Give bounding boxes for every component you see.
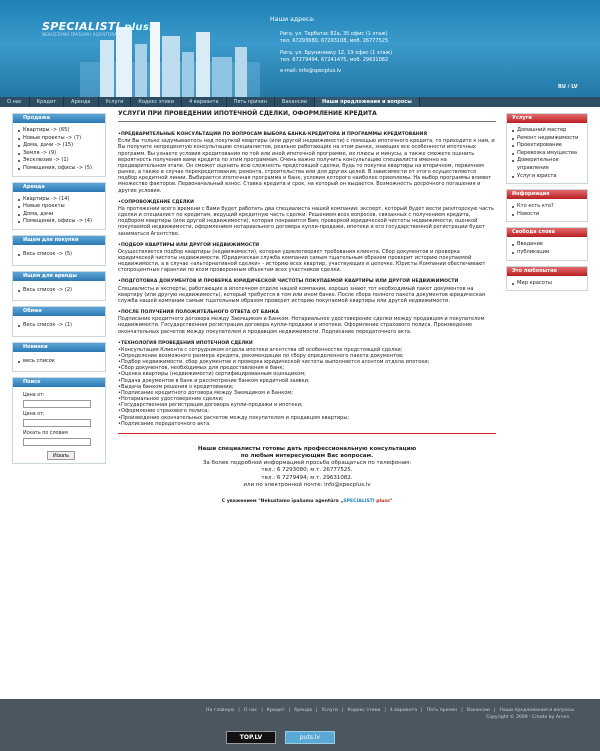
left-sidebar xyxy=(12,113,106,469)
info-box xyxy=(506,189,588,222)
rent-box xyxy=(12,182,106,230)
step-item: • Нотариальное удостоверение сделки; xyxy=(118,396,496,402)
section xyxy=(118,243,496,274)
step-item: • Государственная регистрация договора купли-продажи и ипотеки; xyxy=(118,402,496,408)
swap-item[interactable]: Весь список -> (1) xyxy=(23,322,101,330)
step-item: • Сбор документов, необходимых для предоставления в банк; xyxy=(118,365,496,371)
keyword-label: Искать по словам xyxy=(23,431,68,437)
step-item: • Подписание передаточного акта. xyxy=(118,421,496,427)
rent-item[interactable]: Помещения, офисы -> (4) xyxy=(23,218,101,226)
copyright: Copyright © 2009 · Create by Arven xyxy=(486,715,570,720)
price-from-label: Цена от: xyxy=(23,393,45,399)
right-sidebar xyxy=(506,113,588,296)
swap-title: Обмен xyxy=(13,307,105,316)
section-heading: • ПОДГОТОВКА ДОКУМЕНТОВ И ПРОВЕРКА ЮРИДИЧЕСКОЙ ЧИСТОТЫ ПОКУПАЕМОЙ КВАРТИРЫ ИЛИ ДРУГОЙ НЕДВИЖИМОСТИ xyxy=(118,279,496,285)
section xyxy=(118,132,496,194)
price-from-input[interactable] xyxy=(23,400,91,408)
sale-item[interactable]: Помещения, офисы -> (5) xyxy=(23,165,101,173)
contact-block xyxy=(118,446,496,489)
header xyxy=(0,0,600,97)
buy-item[interactable]: Весь список -> (5) xyxy=(23,251,101,259)
price-to-input[interactable] xyxy=(23,419,91,427)
sale-item[interactable]: Квартиры -> (65) xyxy=(23,127,101,135)
sale-item[interactable]: Земля -> (9) xyxy=(23,150,101,158)
section-text: Осуществляется подбор квартиры (недвижимости), которая удовлетворяет требования клиента. Сбор документов и проверка юридической чистоты недвижимости. Юридическая служба компании самым тщательным образом проверит историю покупаемой недвижимости, а в случае «альтернативной сделки» - историю всех квартир, участвующих в цепочке. Юристы Компании обеспечивают стопроцентные гарантии по всем проверенным объектам всех участников сделки. xyxy=(118,248,486,274)
step-item: • Оформление страхового полиса; xyxy=(118,408,496,414)
free-speech-item[interactable]: публикации xyxy=(517,249,583,257)
section-text: Если Вы только задумываетесь над покупкой квартиры (или другой недвижимости) с помощью ипотечного кредита, то приходите к нам, и Вы получите непредвзятую консультацию специалистов, реально работающих на этом рынке, знающих все особенности ипотечных программ. Вы узнаете условия кредитования по той или иной ипотечной программе, их плюсы и минусы, а также сможете оценить вероятность получения вами кредита по этим программам. Очень важно получить консультацию специалиста именно на предварительном этапе. Он сможет оценить всю сложность предстоящей сделки, будь то покупка квартиры на вторичном, первичном рынке, а также в случае перекредитования, ремонта, строительства или для других целей. В зависимости от этого осуществляется подбор кредитной линии. Выбирается ипотечная программа и банк, условия которого наиболее приемлемы. На выбор программы влияют множество факторов. Первоначальный взнос. Ставка кредита и срок, на который он выдается. Возможность досрочного погашения и другие условия. xyxy=(118,138,495,194)
service-item[interactable]: Проектирование xyxy=(517,142,583,150)
footer xyxy=(0,699,600,751)
red-divider xyxy=(118,433,496,434)
sale-item[interactable]: Дома, дачи -> (15) xyxy=(23,142,101,150)
rentseek-title: Ищем для аренды xyxy=(13,272,105,281)
top-nav xyxy=(0,97,600,107)
sale-item[interactable]: Эксклюзив -> (1) xyxy=(23,157,101,165)
footer-link[interactable]: Кодекс этики xyxy=(347,708,381,713)
section-heading: • СОПРОВОЖДЕНИЕ СДЕЛКИ xyxy=(118,200,496,206)
footer-link[interactable]: На главную xyxy=(206,708,235,713)
step-item: • Подписание кредитного договора между Заемщиком и Банком; xyxy=(118,390,496,396)
footer-nav: На главную | О нас | Кредит | Аренда | Услуги | Кодекс этики | 4 варианта | Пять причин | Вакансии | Наши предложения и вопросы xyxy=(202,708,578,713)
language-switch[interactable]: RU / LV xyxy=(558,84,578,90)
curious-title: Это любопытно xyxy=(507,267,587,276)
footer-link[interactable]: 4 варианта xyxy=(389,708,418,713)
sale-title: Продажа xyxy=(13,114,105,123)
nav-item-credit[interactable]: Кредит xyxy=(30,97,64,107)
section-heading: • ТЕХНОЛОГИЯ ПРОВЕДЕНИЯ ИПОТЕЧНОЙ СДЕЛКИ xyxy=(118,341,496,347)
search-title: Поиск xyxy=(13,378,105,387)
cta-line: За более подробной информацией просьба обращаться по телефонам: xyxy=(202,460,412,467)
buy-title: Ищем для покупки xyxy=(13,236,105,245)
free-speech-item[interactable]: Введение xyxy=(517,241,583,249)
section-heading: • ПОДБОР КВАРТИРЫ ИЛИ ДРУГОЙ НЕДВИЖИМОСТИ xyxy=(118,243,496,249)
info-item[interactable]: Новости xyxy=(517,211,583,219)
cta-phone: тел.: 6 7293080; м.т. 26777525. xyxy=(261,467,353,474)
sale-item[interactable]: Новые проекты -> (7) xyxy=(23,135,101,143)
service-item[interactable]: Домашний мастер xyxy=(517,127,583,135)
news-title: Новинки xyxy=(13,343,105,352)
putslv-badge[interactable]: puts.lv xyxy=(285,731,335,744)
service-item[interactable]: Услуги юриста xyxy=(517,173,583,181)
step-item: • Подача документов в банк и рассмотрение банком кредитной заявки; xyxy=(118,378,496,384)
page-title: УСЛУГИ ПРИ ПРОВЕДЕНИИ ИПОТЕЧНОЙ СДЕЛКИ, ОФОРМЛЕНИЕ КРЕДИТА xyxy=(118,111,496,122)
nav-item-vacancies[interactable]: Вакансии xyxy=(275,97,315,107)
addresses-title: Наши адреса: xyxy=(270,16,316,23)
footer-link[interactable]: Аренда xyxy=(294,708,313,713)
search-box xyxy=(12,377,106,464)
news-item[interactable]: весь список xyxy=(23,358,101,366)
section xyxy=(118,310,496,335)
address-line: Рига, ул. Тербатас 82а, 35 офис (1 этаж) xyxy=(280,31,388,38)
rentseek-box xyxy=(12,271,106,302)
footer-link[interactable]: Пять причин xyxy=(426,708,458,713)
step-item: • Консультация Клиента с сотрудником отдела ипотеки агентства об особенностях предстоящей сделки; xyxy=(118,347,496,353)
cta-phone: тел.: 6 7279494; м.т. 29631082. xyxy=(261,474,353,481)
free-speech-box xyxy=(506,227,588,260)
address-phone: тел. 67293080, 67293108, моб. 26777525 xyxy=(280,38,389,45)
rent-item[interactable]: Квартиры -> (14) xyxy=(23,196,101,204)
regards: С уважением "Nekustamo īpašumu aģentūra „SPECIALISTI pluss" xyxy=(221,499,393,505)
cta-line: Наши специалисты готовы дать профессиональную консультацию xyxy=(197,445,417,452)
footer-link[interactable]: Услуги xyxy=(321,708,338,713)
section xyxy=(118,279,496,304)
cta-line: по любым интересующим Вас вопросам. xyxy=(240,453,374,460)
service-item[interactable]: Доверительное управление xyxy=(517,157,583,172)
search-button[interactable]: Искать xyxy=(47,451,75,460)
sale-box xyxy=(12,113,106,177)
nav-item-rent[interactable]: Аренда xyxy=(64,97,98,107)
services-box xyxy=(506,113,588,184)
footer-link[interactable]: О нас xyxy=(243,708,258,713)
section-heading: • ПОСЛЕ ПОЛУЧЕНИЯ ПОЛОЖИТЕЛЬНОГО ОТВЕТА ОТ БАНКА xyxy=(118,310,496,316)
section-heading: • ПРЕДВАРИТЕЛЬНЫЕ КОНСУЛЬТАЦИИ ПО ВОПРОСАМ ВЫБОРА БАНКА-КРЕДИТОРА И ПРОГРАММЫ КРЕДИТОВАНИЯ xyxy=(118,132,496,138)
nav-item-about[interactable]: О нас xyxy=(0,97,30,107)
news-box xyxy=(12,342,106,373)
rent-title: Аренда xyxy=(13,183,105,192)
step-item: • Определение возможного размера кредита, рекомендации по сбору определенного пакета документов; xyxy=(118,353,496,359)
rent-item[interactable]: Новые проекты xyxy=(23,203,101,211)
step-item: • Подбор недвижимости, сбор документов и проверка юридической чистоты выполняется агентом отдела ипотеки; xyxy=(118,359,496,365)
services-title: Услуги xyxy=(507,114,587,123)
address-line: Рига, ул. Бруниниеку 12, 19 офис (1 этаж) xyxy=(280,49,393,56)
nav-item-ethics[interactable]: Кодекс этики xyxy=(131,97,182,107)
rentseek-item[interactable]: Весь список -> (2) xyxy=(23,287,101,295)
curious-item[interactable]: Мир красоты xyxy=(517,280,583,288)
toplv-badge[interactable]: TOP.LV xyxy=(226,731,276,744)
section xyxy=(118,200,496,237)
buy-box xyxy=(12,235,106,266)
address-phone: тел. 67279494, 67241475, моб. 29631082 xyxy=(280,56,389,63)
addresses xyxy=(270,16,470,75)
rent-item[interactable]: Дома, дачи xyxy=(23,211,101,219)
section-text: На протяжении всего времени с Вами будет работать два специалиста нашей компании: эксперт, который будет вести риэлторскую часть сделки и специалист по кредитам, ведущий кредитную часть сделки. Решением всех вопросов, связанных с получением кредита, подбором квартиры (или другой недвижимости), которая понравится Вам, проверкой юридической чистоты недвижимости, оценкой покупаемой недвижимости, оформлением нотариального договора купли-продажи, ипотеки и его государственной регистрации будет заниматься Агентство. xyxy=(118,205,494,237)
service-item[interactable]: Ремонт недвижимости xyxy=(517,135,583,143)
footer-link[interactable]: Наши предложения и вопросы xyxy=(499,708,575,713)
keyword-input[interactable] xyxy=(23,438,91,446)
page-body xyxy=(0,107,600,699)
section-text: Специалисты и эксперты, работающие в ипотечном отделе нашей компании, хорошо знают тот необходимый пакет документов на квартиру (или другую недвижимость), который требуется в том или ином банке. После сбора полного пакета документов юридическая служба нашей компании самым тщательным образом проверит историю покупаемой квартиры или другой недвижимости. xyxy=(118,285,485,304)
nav-item-4-variants[interactable]: 4 варианта xyxy=(182,97,227,107)
swap-box xyxy=(12,306,106,337)
free-speech-title: Свобода слова xyxy=(507,228,587,237)
nav-item-offers[interactable]: Наши предложения и вопросы xyxy=(315,97,420,107)
step-item: • Оценка квартиры (недвижимости) сертифицированным оценщиком; xyxy=(118,371,496,377)
step-item: • Выдача банком решения о кредитовании; xyxy=(118,384,496,390)
service-item[interactable]: Перевозка имущества xyxy=(517,150,583,158)
email-link[interactable]: e-mail: info@specplus.lv xyxy=(280,68,342,75)
cta-email[interactable]: или по электронной почте: info@specplus.lv xyxy=(243,481,371,488)
main-content xyxy=(118,111,496,505)
footer-link[interactable]: Кредит xyxy=(266,708,285,713)
step-item: • Произведение окончательных расчетов между покупателем и продавцом квартиры; xyxy=(118,415,496,421)
info-title: Информация xyxy=(507,190,587,199)
section-text: Подписание кредитного договора между Заемщиком и Банком. Нотариальное удостоверение сделки между продавцом и покупателем недвижимости. Государственная регистрация договора купли-продажи и ипотеки. Оформление страхового полиса. Произведение окончательных расчетов между покупателем и продавцом недвижимости. Подписание передаточного акта. xyxy=(118,316,485,335)
price-to-label: Цена от: xyxy=(23,412,45,418)
logo-subtitle: NEKUSTAMO ĪPAŠUMU AĢENTŪRA xyxy=(42,32,118,37)
nav-item-services[interactable]: Услуги xyxy=(99,97,132,107)
footer-link[interactable]: Вакансии xyxy=(466,708,490,713)
info-item[interactable]: Кто есть кто? xyxy=(517,203,583,211)
logo[interactable]: SPECIALISTI pluss xyxy=(42,20,156,33)
section-steps xyxy=(118,341,496,427)
curious-box xyxy=(506,266,588,292)
nav-item-five-reasons[interactable]: Пять причин xyxy=(227,97,275,107)
